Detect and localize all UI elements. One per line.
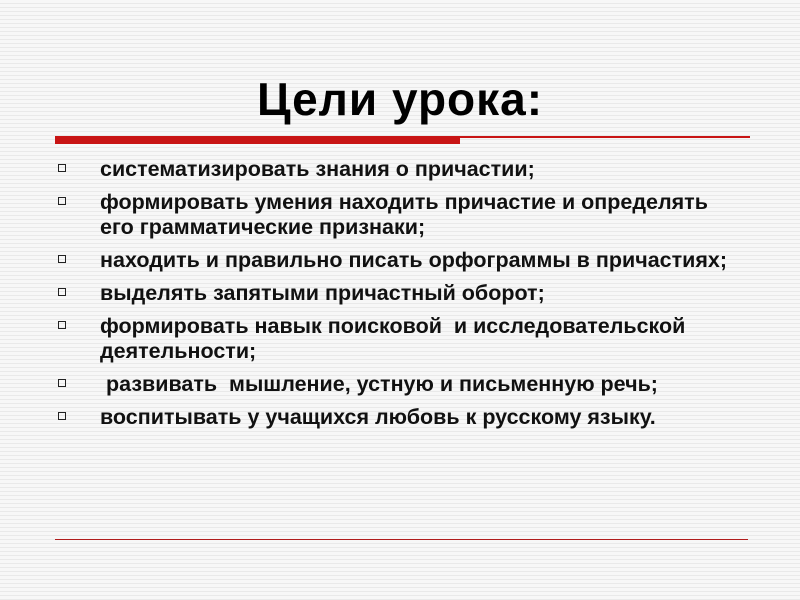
square-bullet-icon (58, 288, 66, 296)
goals-list (55, 157, 745, 438)
list-item (55, 157, 745, 182)
slide-title: Цели урока: (256, 73, 544, 125)
list-item-text: выделять запятыми причастный оборот; (100, 281, 545, 305)
list-item (55, 372, 745, 397)
title-underline-thick (55, 136, 460, 144)
square-bullet-icon (58, 321, 66, 329)
square-bullet-icon (58, 255, 66, 263)
list-item-text: находить и правильно писать орфограммы в причастиях; (100, 248, 728, 272)
list-item (55, 281, 745, 306)
square-bullet-icon (58, 379, 66, 387)
square-bullet-icon (58, 197, 66, 205)
list-item (55, 314, 745, 364)
title-underline-thin (460, 136, 750, 138)
list-item (55, 190, 745, 240)
list-item (55, 405, 745, 430)
list-item-text: формировать умения находить причастие и определять его грамматические признаки; (100, 190, 708, 239)
list-item-text: систематизировать знания о причастии; (100, 157, 535, 181)
square-bullet-icon (58, 412, 66, 420)
list-item (55, 248, 745, 273)
square-bullet-icon (58, 164, 66, 172)
bottom-divider (55, 539, 748, 540)
list-item-text: развивать мышление, устную и письменную речь; (100, 372, 658, 396)
list-item-text: формировать навык поисковой и исследовательской деятельности; (100, 314, 692, 363)
list-item-text: воспитывать у учащихся любовь к русскому языку. (100, 405, 656, 429)
